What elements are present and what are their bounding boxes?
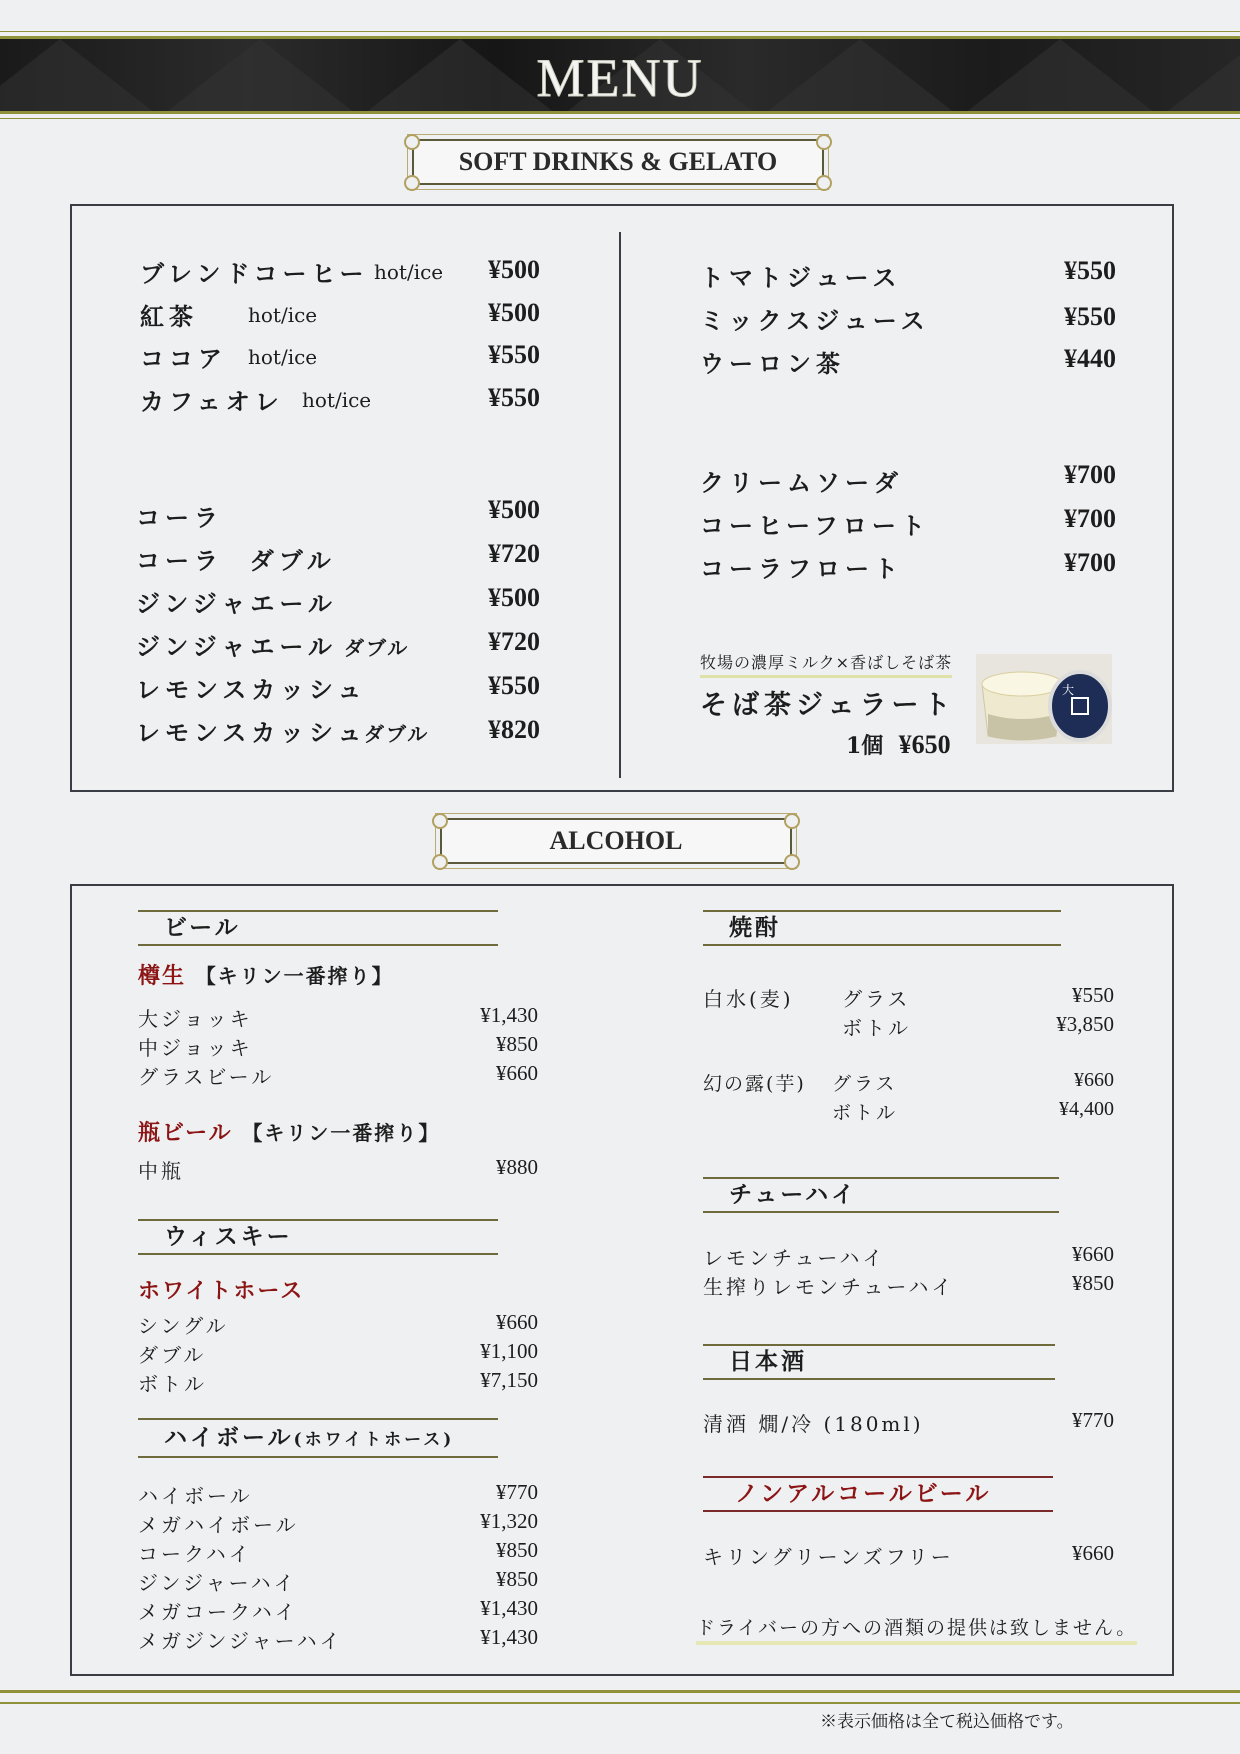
item-price: ¥550 (488, 383, 540, 412)
menu-item: メガハイボール (138, 1513, 299, 1537)
beer-bottle-label: 瓶ビール 【キリン一番搾り】 (138, 1120, 441, 1146)
item-size: グラス (832, 1073, 898, 1095)
category-header (703, 1476, 1053, 1512)
menu-item: ココア (140, 344, 227, 373)
menu-item: メガコークハイ (138, 1600, 298, 1624)
item-option: hot/ice (248, 303, 318, 327)
item-price: ¥700 (1064, 504, 1116, 533)
menu-item: ダブル (138, 1343, 207, 1367)
menu-item: クリームソーダ (700, 468, 903, 497)
category-title: ビール (164, 914, 241, 941)
ornament-icon (784, 854, 800, 870)
menu-item: 紅茶 (140, 302, 198, 331)
item-price: ¥550 (488, 671, 540, 700)
item-price: ¥1,430 (480, 1596, 538, 1620)
menu-item: 白水(麦) (703, 987, 794, 1011)
item-price: ¥3,850 (1056, 1012, 1114, 1036)
item-price: ¥660 (1074, 1069, 1114, 1091)
item-price: ¥770 (1072, 1408, 1114, 1432)
category-header (138, 1418, 498, 1458)
item-price: ¥850 (1072, 1271, 1114, 1295)
ornament-icon (432, 813, 448, 829)
category-title: ウィスキー (164, 1223, 293, 1250)
item-size: グラス (842, 987, 911, 1011)
item-price: ¥550 (1072, 983, 1114, 1007)
menu-item: ハイボール (138, 1484, 253, 1508)
item-price: ¥440 (1064, 344, 1116, 373)
menu-item: コーラ (136, 503, 223, 532)
item-price: ¥550 (488, 340, 540, 369)
tax-note: ※表示価格は全て税込価格です。 (820, 1712, 1074, 1732)
item-price: ¥660 (496, 1061, 538, 1085)
soft-drinks-heading: SOFT DRINKS & GELATO (412, 139, 824, 185)
menu-item: 清酒 燗/冷 (180ml) (703, 1412, 924, 1436)
category-title: 焼酎 (729, 914, 781, 941)
gelato-tagline: 牧場の濃厚ミルク×香ばしそば茶 (700, 650, 952, 678)
item-option: hot/ice (302, 388, 372, 412)
menu-item: ミックスジュース (700, 306, 930, 335)
header-band (0, 36, 1240, 114)
item-price: ¥500 (488, 298, 540, 327)
item-price: ¥7,150 (480, 1368, 538, 1392)
category-header (703, 1344, 1055, 1380)
menu-item: レモンスカッシュ (136, 675, 367, 704)
footer-rule (0, 1690, 1240, 1704)
gelato-price-line: 1個 ¥650 (846, 730, 951, 759)
menu-item: ジンジャーハイ (138, 1571, 297, 1595)
menu-item: カフェオレ (140, 387, 284, 416)
item-price: ¥660 (1072, 1541, 1114, 1565)
item-price: ¥850 (496, 1567, 538, 1591)
menu-item: ボトル (138, 1372, 207, 1396)
item-price: ¥500 (488, 583, 540, 612)
item-option: hot/ice (248, 345, 318, 369)
menu-item: シングル (138, 1314, 229, 1338)
driver-notice: ドライバーの方への酒類の提供は致しません。 (696, 1613, 1137, 1645)
item-size: ボトル (842, 1016, 911, 1040)
category-title: ハイボール(ホワイトホース) (164, 1424, 455, 1451)
item-price: ¥660 (496, 1310, 538, 1334)
category-header (703, 1177, 1059, 1213)
item-price: ¥660 (1072, 1242, 1114, 1266)
menu-item: グラスビール (138, 1065, 275, 1089)
item-price: ¥550 (1064, 302, 1116, 331)
ornament-icon (816, 175, 832, 191)
item-price: ¥700 (1064, 548, 1116, 577)
menu-item: レモンスカッシュ (136, 718, 367, 747)
menu-item: コーラフロート (700, 554, 903, 583)
category-title: 日本酒 (729, 1348, 807, 1375)
menu-item: トマトジュース (700, 263, 902, 292)
item-price: ¥1,430 (480, 1625, 538, 1649)
item-price: ¥500 (488, 495, 540, 524)
item-price: ¥700 (1064, 460, 1116, 489)
item-price: ¥880 (496, 1155, 538, 1179)
alcohol-heading: ALCOHOL (440, 818, 792, 864)
menu-item: ウーロン茶 (700, 349, 845, 378)
ornament-icon (404, 134, 420, 150)
menu-item: ジンジャエール (136, 632, 337, 661)
menu-item: キリングリーンズフリー (703, 1545, 954, 1569)
beer-draft-label: 樽生 【キリン一番搾り】 (138, 963, 394, 989)
gelato-cup-image (976, 654, 1112, 744)
svg-text:大: 大 (1062, 683, 1075, 697)
menu-item: ブレンドコーヒー (140, 259, 369, 288)
menu-item: 大ジョッキ (138, 1007, 253, 1031)
gelato-name: そば茶ジェラート (700, 690, 956, 721)
item-option: hot/ice (374, 260, 444, 284)
ornament-icon (404, 175, 420, 191)
ornament-icon (816, 134, 832, 150)
menu-item: ジンジャエール (136, 589, 337, 618)
menu-item: 中瓶 (138, 1159, 184, 1183)
category-header (703, 910, 1061, 946)
item-size: ボトル (832, 1102, 899, 1124)
item-price: ¥770 (496, 1480, 538, 1504)
ornament-icon (432, 854, 448, 870)
menu-item: レモンチューハイ (703, 1246, 886, 1270)
menu-item: コークハイ (138, 1542, 252, 1566)
item-price: ¥720 (488, 539, 540, 568)
category-header (138, 1219, 498, 1255)
column-divider (619, 232, 621, 778)
item-price: ¥1,430 (480, 1003, 538, 1027)
menu-item: 生搾りレモンチューハイ (703, 1275, 955, 1299)
menu-item: メガジンジャーハイ (138, 1629, 343, 1653)
item-price: ¥4,400 (1059, 1098, 1114, 1120)
item-price: ¥550 (1064, 256, 1116, 285)
item-price: ¥1,100 (480, 1339, 538, 1363)
menu-item: 幻の露(芋) (703, 1073, 806, 1095)
menu-title: MENU (536, 48, 704, 108)
category-title: ノンアルコールビール (735, 1480, 992, 1507)
item-price: ¥720 (488, 627, 540, 656)
category-title: チューハイ (729, 1181, 858, 1208)
menu-item: コーラ ダブル (136, 546, 336, 575)
item-option: ダブル (344, 636, 410, 660)
item-price: ¥500 (488, 255, 540, 284)
item-price: ¥1,320 (480, 1509, 538, 1533)
category-header (138, 910, 498, 946)
item-price: ¥820 (488, 715, 540, 744)
item-price: ¥850 (496, 1032, 538, 1056)
menu-item: 中ジョッキ (138, 1036, 253, 1060)
item-price: ¥850 (496, 1538, 538, 1562)
item-option: ダブル (364, 722, 430, 746)
menu-item: コーヒーフロート (700, 511, 930, 540)
ornament-icon (784, 813, 800, 829)
whisky-brand: ホワイトホース (138, 1278, 305, 1304)
